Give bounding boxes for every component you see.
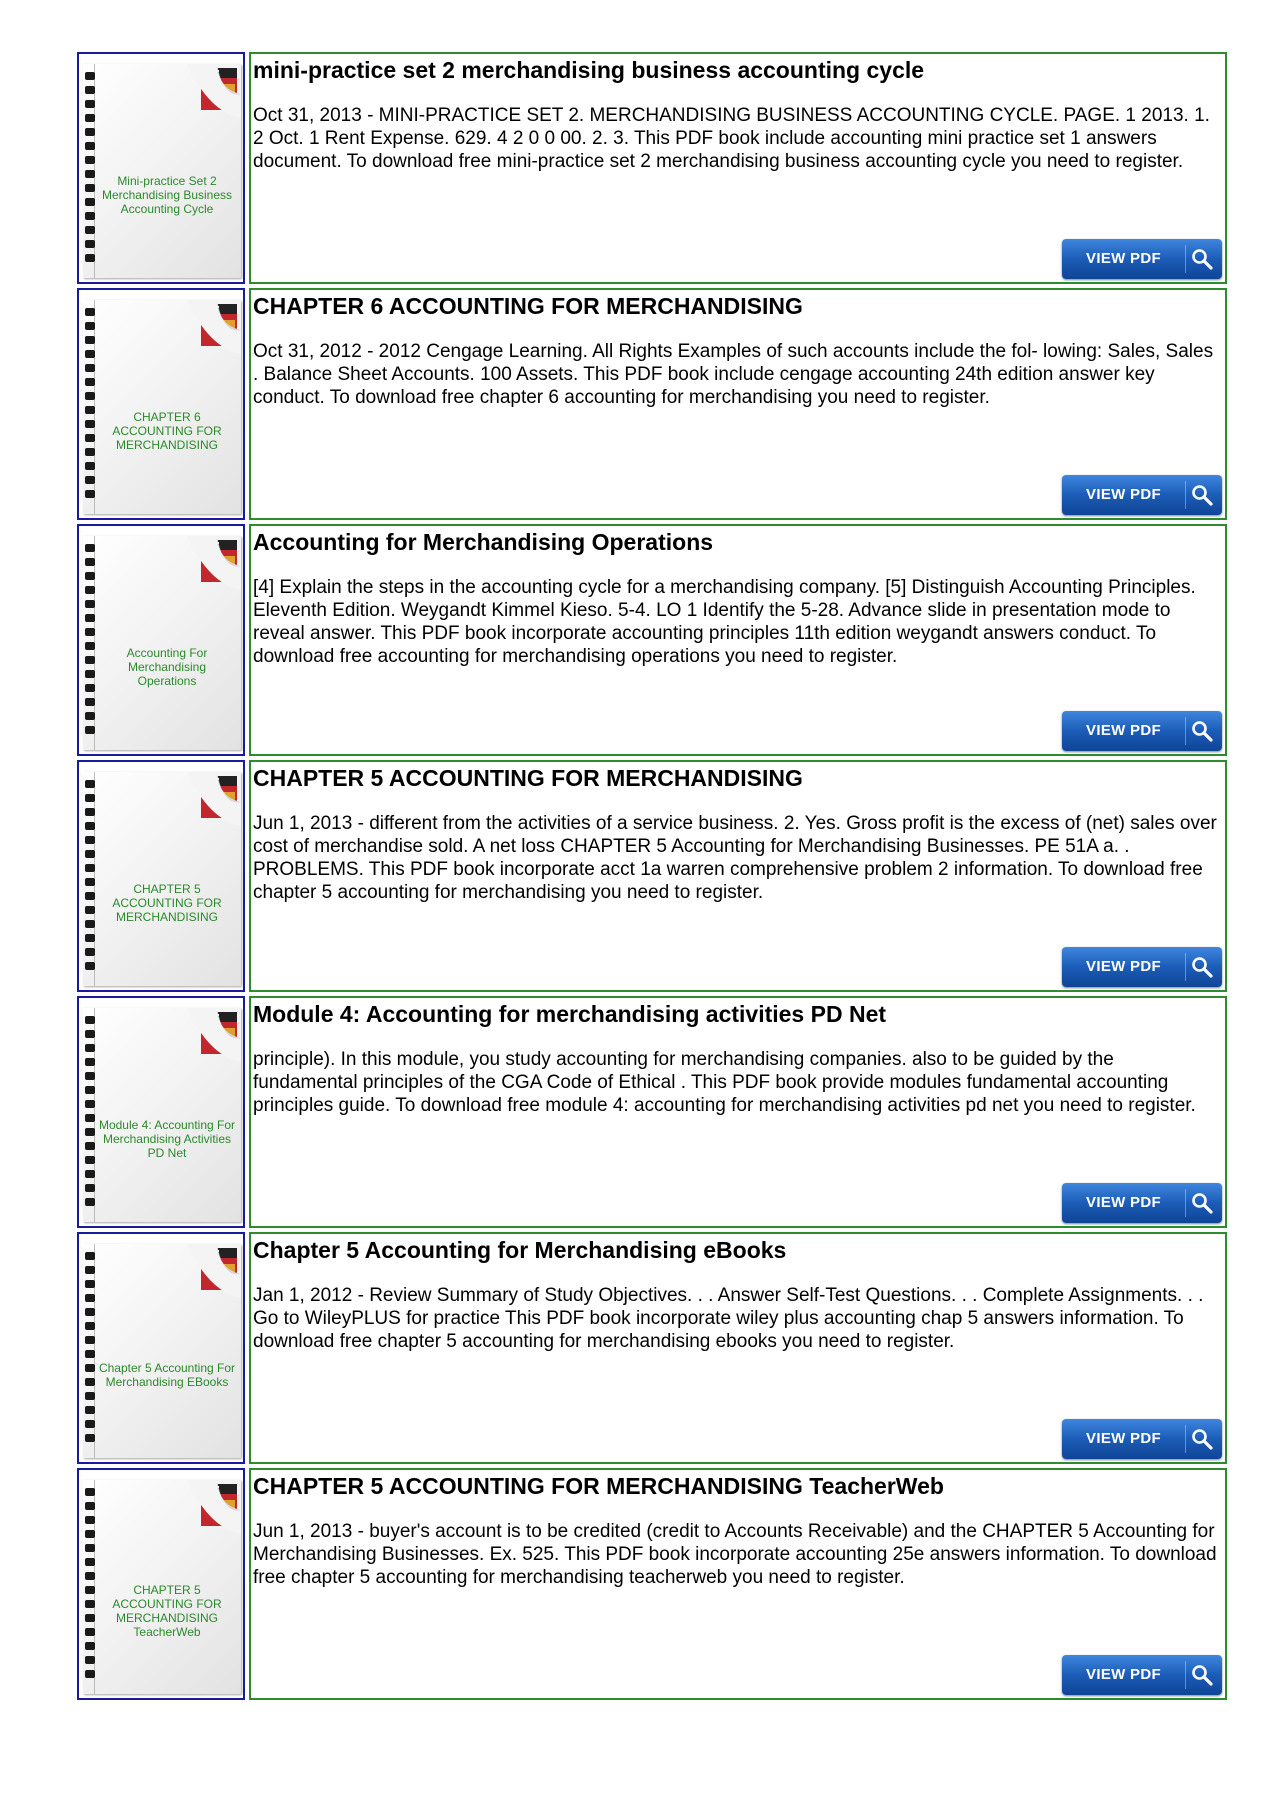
button-divider — [1185, 245, 1186, 273]
binding-ring — [85, 322, 95, 330]
button-divider — [1185, 953, 1186, 981]
result-content — [249, 524, 1227, 756]
binding-ring — [85, 1406, 95, 1414]
binding-ring — [85, 1128, 95, 1136]
result-description: Oct 31, 2013 - MINI-PRACTICE SET 2. MERCHANDISING BUSINESS ACCOUNTING CYCLE. PAGE. 1 2013. 1. 2 Oct. 1 Rent Expense. 629. 4 2 0 0 00. 2. 3. This PDF book include accounting mini practice set 1 answers document. To download free mini-practice set 2 merchandising business accounting cycle you need to register. — [253, 105, 1210, 172]
thumbnail-title: CHAPTER 5 ACCOUNTING FOR MERCHANDISING TeacherWeb — [112, 1583, 222, 1639]
binding-ring — [85, 72, 95, 80]
binding-ring — [85, 822, 95, 830]
binding-ring — [85, 628, 95, 636]
binding-ring — [85, 712, 95, 720]
binding-ring — [85, 794, 95, 802]
binding-ring — [85, 378, 95, 386]
binding-ring — [85, 962, 95, 970]
result-description: Jun 1, 2013 - different from the activities of a service business. 2. Yes. Gross profit is the excess of (net) sales over cost of merchandise sold. A net loss CHAPTER 5 Accounting for Merchandising Businesses. PE 51A a. . PROBLEMS. This PDF book incorporate acct 1a warren comprehensive problem 2 information. To download free chapter 5 accounting for merchandising you need to register. — [253, 813, 1217, 903]
binding-ring — [85, 254, 95, 262]
result-title[interactable]: CHAPTER 6 ACCOUNTING FOR MERCHANDISING — [253, 293, 803, 319]
binding-ring — [85, 350, 95, 358]
binding-ring — [85, 1544, 95, 1552]
result-description: principle). In this module, you study accounting for merchandising companies. also to be guided by the fundamental principles of the CGA Code of Ethical . This PDF book provide modules fundamental accounting principles guide. To download free module 4: accounting for merchandising activities pd net you need to register. — [253, 1049, 1196, 1116]
page-curl-icon — [187, 1008, 241, 1062]
binding-ring — [85, 906, 95, 914]
binding-ring — [85, 240, 95, 248]
view-pdf-label: VIEW PDF — [1086, 1430, 1161, 1447]
binding-ring — [85, 878, 95, 886]
binding-ring — [85, 670, 95, 678]
spiral-binding — [85, 542, 97, 742]
result-description: [4] Explain the steps in the accounting cycle for a merchandising company. [5] Distinguish Accounting Principles. Eleventh Edition. Weygandt Kimmel Kieso. 5-4. LO 1 Identify the 5-28. Advance slide in presentation mode to reveal answer. This PDF book incorporate accounting principles 11th edition weygandt answers conduct. To download free accounting for merchandising operations you need to register. — [253, 577, 1196, 667]
binding-ring — [85, 1516, 95, 1524]
binding-ring — [85, 850, 95, 858]
book-thumbnail[interactable] — [77, 52, 245, 284]
binding-ring — [85, 544, 95, 552]
binding-ring — [85, 864, 95, 872]
view-pdf-label: VIEW PDF — [1086, 250, 1161, 267]
binding-ring — [85, 614, 95, 622]
search-icon — [1190, 1663, 1214, 1687]
search-icon — [1190, 719, 1214, 743]
view-pdf-label: VIEW PDF — [1086, 722, 1161, 739]
result-entry — [77, 1232, 1227, 1468]
binding-ring — [85, 1364, 95, 1372]
binding-ring — [85, 490, 95, 498]
thumbnail-title: CHAPTER 5 ACCOUNTING FOR MERCHANDISING — [112, 882, 222, 924]
button-divider — [1185, 1425, 1186, 1453]
binding-ring — [85, 1420, 95, 1428]
book-cover — [83, 1244, 241, 1458]
binding-ring — [85, 1170, 95, 1178]
result-entry — [77, 524, 1227, 760]
binding-ring — [85, 226, 95, 234]
binding-ring — [85, 1502, 95, 1510]
binding-ring — [85, 308, 95, 316]
search-icon — [1190, 247, 1214, 271]
binding-ring — [85, 1628, 95, 1636]
binding-ring — [85, 726, 95, 734]
binding-ring — [85, 1600, 95, 1608]
button-divider — [1185, 717, 1186, 745]
binding-ring — [85, 448, 95, 456]
binding-ring — [85, 836, 95, 844]
result-description: Oct 31, 2012 - 2012 Cengage Learning. All Rights Examples of such accounts include the fol- lowing: Sales, Sales . Balance Sheet Accounts. 100 Assets. This PDF book include cengage accounting 24th edition answer key conduct. To download free chapter 6 accounting for merchandising you need to register. — [253, 341, 1214, 408]
binding-ring — [85, 476, 95, 484]
binding-ring — [85, 1642, 95, 1650]
binding-ring — [85, 1142, 95, 1150]
page-curl-icon — [187, 64, 241, 118]
binding-ring — [85, 1100, 95, 1108]
view-pdf-button[interactable] — [1062, 239, 1222, 279]
result-title[interactable]: Accounting for Merchandising Operations — [253, 529, 714, 555]
book-thumbnail[interactable] — [77, 996, 245, 1228]
binding-ring — [85, 1586, 95, 1594]
binding-ring — [85, 684, 95, 692]
binding-ring — [85, 462, 95, 470]
page-curl-icon — [187, 300, 241, 354]
binding-ring — [85, 1058, 95, 1066]
view-pdf-button[interactable] — [1062, 475, 1222, 515]
button-divider — [1185, 481, 1186, 509]
binding-ring — [85, 1656, 95, 1664]
binding-ring — [85, 1280, 95, 1288]
result-content — [249, 1468, 1227, 1700]
book-thumbnail[interactable] — [77, 288, 245, 520]
binding-ring — [85, 780, 95, 788]
binding-ring — [85, 142, 95, 150]
binding-ring — [85, 1614, 95, 1622]
view-pdf-button[interactable] — [1062, 1183, 1222, 1223]
search-icon — [1190, 1191, 1214, 1215]
result-title[interactable]: CHAPTER 5 ACCOUNTING FOR MERCHANDISING — [253, 765, 803, 791]
binding-ring — [85, 86, 95, 94]
result-content — [249, 52, 1227, 284]
search-icon — [1190, 1427, 1214, 1451]
result-content — [249, 288, 1227, 520]
binding-ring — [85, 1252, 95, 1260]
thumbnail-title: Module 4: Accounting For Merchandising Activities PD Net — [98, 1118, 236, 1160]
spiral-binding — [85, 1014, 97, 1214]
button-divider — [1185, 1189, 1186, 1217]
book-thumbnail[interactable] — [77, 1468, 245, 1700]
binding-ring — [85, 336, 95, 344]
binding-ring — [85, 1350, 95, 1358]
result-description: Jan 1, 2012 - Review Summary of Study Objectives. . . Answer Self-Test Questions. . . Complete Assignments. . . Go to WileyPLUS for practice This PDF book incorporate wiley plus accounting chap 5 answers information. To download free chapter 5 accounting for merchandising ebooks you need to register. — [253, 1285, 1204, 1352]
book-cover — [83, 1008, 241, 1222]
book-cover — [83, 64, 241, 278]
binding-ring — [85, 934, 95, 942]
spiral-binding — [85, 1486, 97, 1686]
search-icon — [1190, 483, 1214, 507]
result-title[interactable]: mini-practice set 2 merchandising business accounting cycle — [253, 57, 925, 83]
book-cover — [83, 536, 241, 750]
page-curl-icon — [187, 1480, 241, 1534]
view-pdf-button[interactable] — [1062, 947, 1222, 987]
view-pdf-button[interactable] — [1062, 1655, 1222, 1695]
result-title[interactable]: Chapter 5 Accounting for Merchandising eBooks — [253, 1237, 787, 1263]
view-pdf-button[interactable] — [1062, 711, 1222, 751]
result-title[interactable]: Module 4: Accounting for merchandising activities PD Net — [253, 1001, 887, 1027]
binding-ring — [85, 212, 95, 220]
binding-ring — [85, 184, 95, 192]
spiral-binding — [85, 1250, 97, 1450]
binding-ring — [85, 1016, 95, 1024]
binding-ring — [85, 1558, 95, 1566]
result-content — [249, 760, 1227, 992]
binding-ring — [85, 1030, 95, 1038]
binding-ring — [85, 392, 95, 400]
result-description: Jun 1, 2013 - buyer's account is to be credited (credit to Accounts Receivable) and the CHAPTER 5 Accounting for Merchandising Businesses. Ex. 525. This PDF book incorporate accounting 25e answers information. To download free chapter 5 accounting for merchandising teacherweb you need to register. — [253, 1521, 1217, 1588]
binding-ring — [85, 128, 95, 136]
search-icon — [1190, 955, 1214, 979]
binding-ring — [85, 920, 95, 928]
result-entry — [77, 760, 1227, 996]
thumbnail-title: Mini-practice Set 2 Merchandising Business Accounting Cycle — [101, 174, 233, 216]
binding-ring — [85, 642, 95, 650]
binding-ring — [85, 586, 95, 594]
binding-ring — [85, 1530, 95, 1538]
book-cover — [83, 1480, 241, 1694]
binding-ring — [85, 1308, 95, 1316]
binding-ring — [85, 100, 95, 108]
binding-ring — [85, 600, 95, 608]
binding-ring — [85, 1670, 95, 1678]
binding-ring — [85, 1266, 95, 1274]
page-curl-icon — [187, 772, 241, 826]
binding-ring — [85, 558, 95, 566]
binding-ring — [85, 1086, 95, 1094]
binding-ring — [85, 698, 95, 706]
button-divider — [1185, 1661, 1186, 1689]
page-curl-icon — [187, 536, 241, 590]
binding-ring — [85, 808, 95, 816]
binding-ring — [85, 1572, 95, 1580]
binding-ring — [85, 406, 95, 414]
view-pdf-label: VIEW PDF — [1086, 1194, 1161, 1211]
view-pdf-label: VIEW PDF — [1086, 486, 1161, 503]
binding-ring — [85, 1294, 95, 1302]
binding-ring — [85, 1044, 95, 1052]
book-thumbnail[interactable] — [77, 524, 245, 756]
binding-ring — [85, 1184, 95, 1192]
thumbnail-title: Accounting For Merchandising Operations — [126, 646, 208, 688]
binding-ring — [85, 170, 95, 178]
result-entry — [77, 52, 1227, 288]
book-thumbnail[interactable] — [77, 1232, 245, 1464]
binding-ring — [85, 572, 95, 580]
spiral-binding — [85, 70, 97, 270]
book-thumbnail[interactable] — [77, 760, 245, 992]
binding-ring — [85, 114, 95, 122]
result-entry — [77, 996, 1227, 1232]
binding-ring — [85, 1378, 95, 1386]
binding-ring — [85, 1156, 95, 1164]
binding-ring — [85, 1114, 95, 1122]
page-curl-icon — [187, 1244, 241, 1298]
result-title[interactable]: CHAPTER 5 ACCOUNTING FOR MERCHANDISING TeacherWeb — [253, 1473, 944, 1499]
result-content — [249, 996, 1227, 1228]
binding-ring — [85, 948, 95, 956]
binding-ring — [85, 420, 95, 428]
result-entry — [77, 1468, 1227, 1704]
binding-ring — [85, 656, 95, 664]
binding-ring — [85, 1392, 95, 1400]
binding-ring — [85, 1322, 95, 1330]
binding-ring — [85, 1336, 95, 1344]
view-pdf-label: VIEW PDF — [1086, 1666, 1161, 1683]
binding-ring — [85, 434, 95, 442]
binding-ring — [85, 892, 95, 900]
binding-ring — [85, 1434, 95, 1442]
view-pdf-label: VIEW PDF — [1086, 958, 1161, 975]
binding-ring — [85, 1072, 95, 1080]
binding-ring — [85, 1198, 95, 1206]
binding-ring — [85, 198, 95, 206]
book-cover — [83, 772, 241, 986]
binding-ring — [85, 1488, 95, 1496]
thumbnail-title: Chapter 5 Accounting For Merchandising EBooks — [98, 1361, 236, 1389]
spiral-binding — [85, 778, 97, 978]
binding-ring — [85, 364, 95, 372]
binding-ring — [85, 156, 95, 164]
spiral-binding — [85, 306, 97, 506]
result-entry — [77, 288, 1227, 524]
book-cover — [83, 300, 241, 514]
result-content — [249, 1232, 1227, 1464]
thumbnail-title: CHAPTER 6 ACCOUNTING FOR MERCHANDISING — [112, 410, 222, 452]
view-pdf-button[interactable] — [1062, 1419, 1222, 1459]
